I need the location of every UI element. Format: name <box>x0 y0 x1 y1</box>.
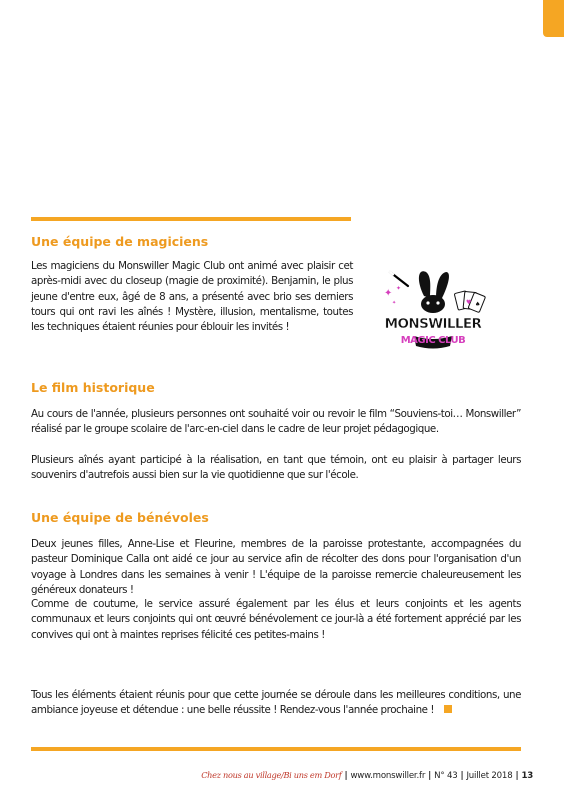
page-footer: Chez nous au village/Bi uns em Dorf | www.monswiller.fr | N° 43 | Juillet 2018 | 13 <box>201 770 533 781</box>
end-square-icon <box>444 705 452 713</box>
rabbit-icon <box>419 271 430 298</box>
logo-line2: MAGIC CLUB <box>400 335 466 346</box>
heading-film: Le film historique <box>31 380 155 395</box>
footer-website[interactable]: www.monswiller.fr <box>350 771 426 781</box>
paragraph-film-2: Plusieurs aînés ayant participé à la réalisation, en tant que témoin, ont eu plaisir à partager leurs souvenirs d'autrefois aussi bien sur la vie quotidienne que sur l'école. <box>31 454 521 482</box>
paragraph-film-1: Au cours de l'année, plusieurs personnes ont souhaité voir ou revoir le film “Souviens-toi… Monswiller” réalisé par le groupe scolaire de l'arc-en-ciel dans le cadre de leur projet pédagogique. <box>31 408 521 436</box>
star-icon: ✦ <box>396 285 402 292</box>
paragraph-magiciens: Les magiciens du Monswiller Magic Club ont animé avec plaisir cet après-midi avec du closeup (magie de proximité). Benjamin, le plus jeune d'entre eux, âgé de 8 ans, a présenté avec brio ses derniers tours qui ont ravi les aînés ! Mystère, illusion, mentalisme, toutes les techniques étaient réunies pour éblouir les invités ! <box>31 260 353 334</box>
paragraph-benevoles-2: Comme de coutume, le service assuré également par les élus et leurs conjoints et les agents communaux et leurs conjoints qui ont œuvré bénévolement ce jour-là a été fortement apprécié par les convives qui ont à maintes reprises félicité ces petites-mains ! <box>31 598 521 641</box>
star-icon: ✦ <box>392 300 397 306</box>
bottom-divider <box>31 747 521 751</box>
top-divider <box>31 217 351 221</box>
paragraph-benevoles-1: Deux jeunes filles, Anne-Lise et Fleurine, membres de la paroisse protestante, accompagnées du pasteur Dominique Calla ont aidé ce jour au service afin de récolter des dons pour l'organisation d'un voyage à Londres dans les semaines à venir ! L'équipe de la paroisse remercie chaleureusement les généreux donateurs ! <box>31 538 521 596</box>
closing-paragraph <box>31 688 521 719</box>
corner-page-tab <box>543 0 564 37</box>
star-icon: ✦ <box>384 288 393 299</box>
magic-club-logo <box>378 266 488 358</box>
footer-date: Juillet 2018 <box>466 771 513 781</box>
svg-text:♥: ♥ <box>466 299 472 306</box>
heading-magiciens: Une équipe de magiciens <box>31 234 209 249</box>
logo-line1: MONSWILLER <box>384 316 482 332</box>
footer-issue: N° 43 <box>434 771 458 781</box>
svg-text:♠: ♠ <box>475 301 481 308</box>
heading-benevoles: Une équipe de bénévoles <box>31 510 209 525</box>
page-number: 13 <box>521 771 533 781</box>
closing-text: Tous les éléments étaient réunis pour que cette journée se déroule dans les meilleures conditions, une ambiance joyeuse et détendue : une belle réussite ! Rendez-vous l'année prochaine ! <box>31 689 521 717</box>
footer-tagline: Chez nous au village/Bi uns em Dorf <box>201 770 342 780</box>
playing-cards-icon <box>454 291 485 313</box>
